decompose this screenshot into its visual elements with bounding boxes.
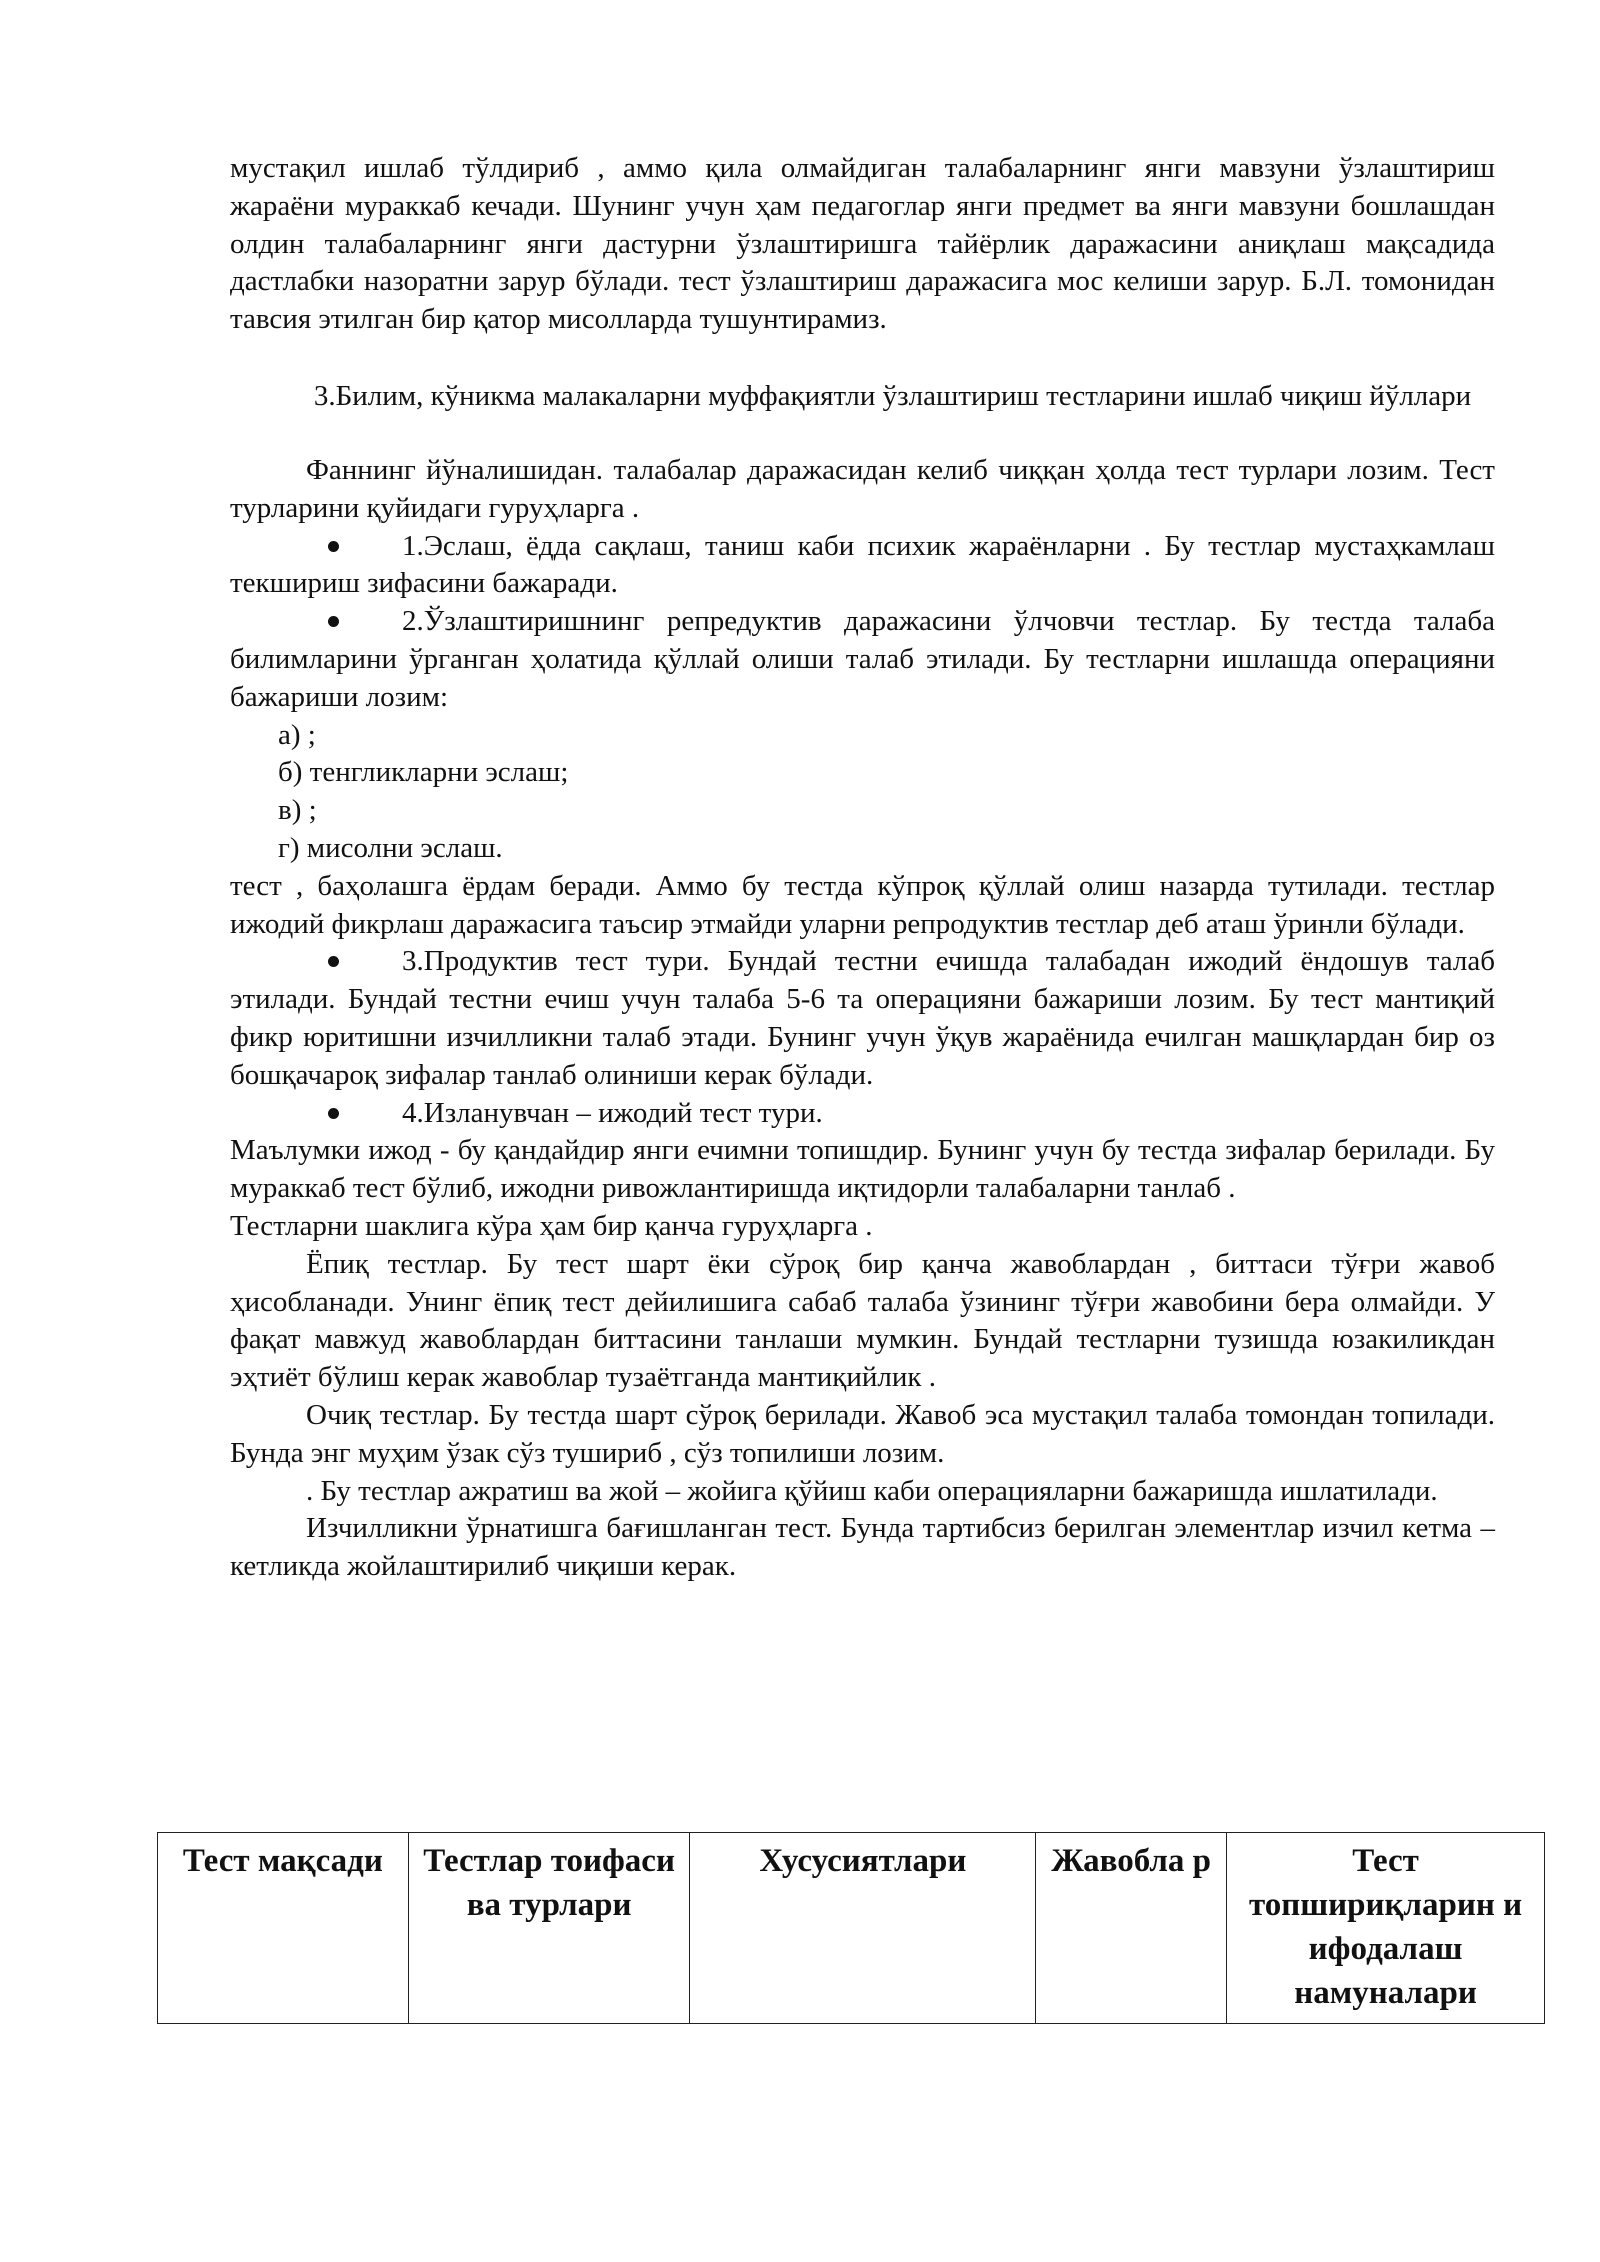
bullet-text: 1.Эслаш, ёдда сақлаш, таниш каби психик жараёнларни . Бу тестлар мустаҳкамлаш текшириш зифасини бажаради. bbox=[230, 529, 1495, 600]
bullet-dot-icon bbox=[328, 616, 339, 627]
sub-item: б) тенгликларни эслаш; bbox=[278, 756, 569, 789]
paragraph-test-types: Фаннинг йўналишидан. талабалар даражасидан келиб чиққан ҳолда тест турлари лозим. Тест турларини қуйидаги гуруҳларга . bbox=[230, 453, 1495, 524]
table-header-cell: Жавобла р bbox=[1036, 1833, 1227, 2024]
bullet-item bbox=[230, 1095, 1495, 1133]
paragraph-closed-tests: Ёпиқ тестлар. Бу тест шарт ёки сўроқ бир қанча жавоблардан , биттаси тўғри жавоб ҳисобланади. Унинг ёпиқ тест дейилишига сабаб талаба ўзининг тўғри жавобини бера олмайди. У фақат мавжуд жавоблардан биттасини танлаши мумкин. Бундай тестларни тузишда юзакиликдан эҳтиёт бўлиш керак жавоблар тузаётганда мантиқийлик . bbox=[230, 1247, 1495, 1394]
sub-item: в) ; bbox=[278, 794, 317, 827]
bullet-dot-icon bbox=[328, 541, 339, 552]
sub-item: г) мисолни эслаш. bbox=[278, 831, 503, 864]
section-heading: 3.Билим, кўникма малакаларни муффақиятли ўзлаштириш тестларини ишлаб чиқиш йўллари bbox=[313, 379, 1472, 412]
table-header-cell: Тест мақсади bbox=[158, 1833, 409, 2024]
sub-item: а) ; bbox=[278, 718, 316, 751]
bullet-item bbox=[230, 943, 1495, 1094]
bullet-item bbox=[230, 528, 1495, 604]
bullet-text: 4.Изланувчан – ижодий тест тури. bbox=[402, 1096, 823, 1129]
paragraph-intro: мустақил ишлаб тўлдириб , аммо қила олмайдиган талабаларнинг янги мавзуни ўзлаштириш жараёни мураккаб кечади. Шунинг учун ҳам педагоглар янги предмет ва янги мавзуни бошлашдан олдин талабаларнинг янги дастурни ўзлаштиришга тайёрлик даражасини аниқлаш мақсадида дастлабки назоратни зарур бўлади. тест ўзлаштириш даражасига мос келиши зарур. Б.Л. томонидан тавсия этилган бир қатор мисолларда тушунтирамиз. bbox=[230, 152, 1495, 336]
bullet-text: 3.Продуктив тест тури. Бундай тестни ечишда талабадан ижодий ёндошув талаб этилади. Бундай тестни ечиш учун талаба 5-6 та операцияни бажариши лозим. Бу тест мантиқий фикр юритишни изчилликни талаб этади. Бунинг учун ўқув жараёнида ечилган машқлардан бир оз бошқачароқ зифалар танлаб олиниши керак бўлади. bbox=[230, 945, 1495, 1091]
table-header-cell: Тестлар тоифаси ва турлари bbox=[408, 1833, 690, 2024]
test-types-table bbox=[157, 1832, 1545, 2024]
document-body bbox=[230, 150, 1495, 1586]
bullet-item bbox=[230, 603, 1495, 716]
paragraph-open-tests: Очиқ тестлар. Бу тестда шарт сўроқ берилади. Жавоб эса мустақил талаба томондан топилади. Бунда энг муҳим ўзак сўз тушириб , сўз топилиши лозим. bbox=[230, 1398, 1495, 1469]
bullet-dot-icon bbox=[328, 956, 339, 967]
paragraph-reproductive: тест , баҳолашга ёрдам беради. Аммо бу тестда кўпроқ қўллай олиш назарда тутилади. тестлар ижодий фикрлаш даражасига таъсир этмайди уларни репродуктив тестлар деб аташ ўринли бўлади. bbox=[230, 869, 1495, 940]
paragraph-sequence-tests: Изчилликни ўрнатишга бағишланган тест. Бунда тартибсиз берилган элементлар изчил кетма – кетликда жойлаштирилиб чиқиши керак. bbox=[230, 1512, 1495, 1583]
paragraph-creative: Маълумки ижод - бу қандайдир янги ечимни топишдир. Бунинг учун бу тестда зифалар берилади. Бу мураккаб тест бўлиб, ижодни ривожлантиришда иқтидорли талабаларни танлаб . bbox=[230, 1134, 1495, 1205]
paragraph-test-forms: Тестларни шаклига кўра ҳам бир қанча гуруҳларга . bbox=[230, 1209, 873, 1242]
table-header-cell: Тест топшириқларин и ифодалаш намуналари bbox=[1227, 1833, 1545, 2024]
bullet-text: 2.Ўзлаштиришнинг репредуктив даражасини ўлчовчи тестлар. Бу тестда талаба билимларини ўрганган ҳолатида қўллай олиши талаб этилади. Бу тестларни ишлашда операцияни бажариши лозим: bbox=[230, 605, 1495, 713]
table-header-cell: Хусусиятлари bbox=[690, 1833, 1036, 2024]
bullet-dot-icon bbox=[328, 1108, 339, 1119]
table-header-row bbox=[158, 1833, 1545, 2024]
paragraph-matching-tests: . Бу тестлар ажратиш ва жой – жойига қўйиш каби операцияларни бажаришда ишлатилади. bbox=[306, 1474, 1438, 1507]
